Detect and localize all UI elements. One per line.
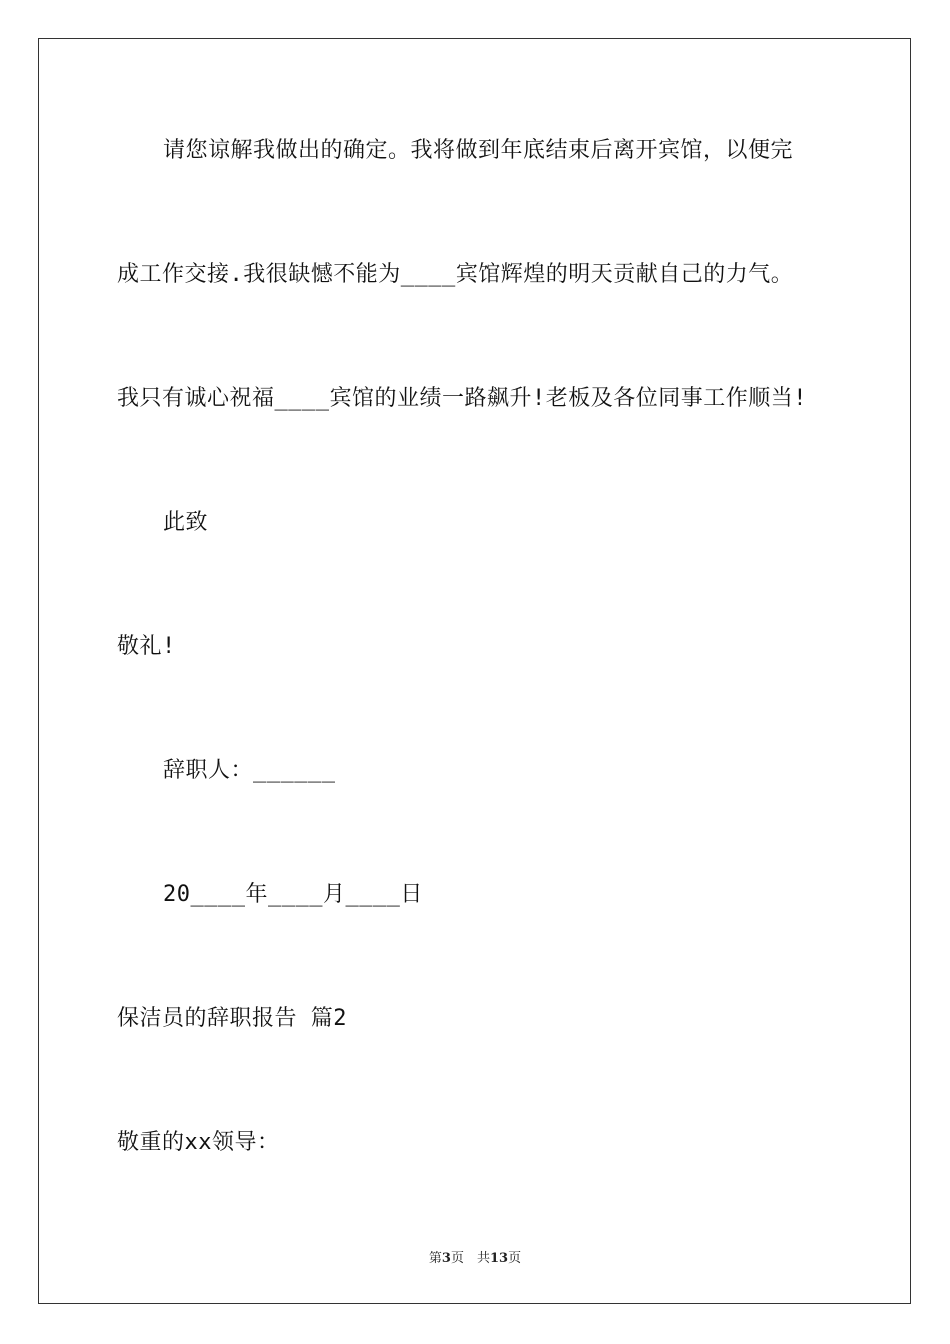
closing-regards: 敬礼!	[117, 634, 176, 659]
paragraph-line-3: 我只有诚心祝福____宾馆的业绩一路飙升!老板及各位同事工作顺当!	[117, 386, 807, 411]
page-border	[38, 38, 911, 1304]
page-footer	[0, 1247, 950, 1266]
date-line: 20____年____月____日	[163, 882, 423, 907]
footer-page-current: 3	[441, 1251, 451, 1266]
greeting-line: 敬重的xx领导：	[117, 1130, 280, 1155]
footer-page-mid: 页 共	[450, 1251, 490, 1266]
signature-line: 辞职人：______	[163, 758, 336, 783]
footer-page-suffix: 页	[508, 1251, 522, 1266]
paragraph-line-2: 成工作交接.我很缺憾不能为____宾馆辉煌的明天贡献自己的力气。	[117, 262, 794, 287]
paragraph-line-1: 请您谅解我做出的确定。我将做到年底结束后离开宾馆，以便完	[163, 138, 794, 163]
footer-page-total: 13	[489, 1251, 509, 1266]
footer-page-prefix: 第	[428, 1251, 442, 1266]
section-title: 保洁员的辞职报告 篇2	[117, 1006, 347, 1031]
closing-salutation: 此致	[163, 510, 209, 535]
